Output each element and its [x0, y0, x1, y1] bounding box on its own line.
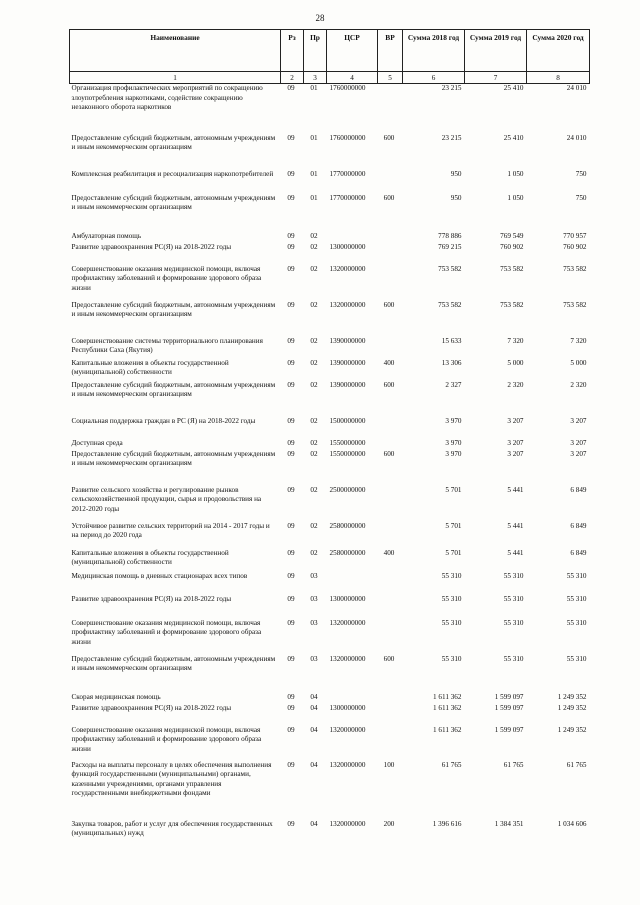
row-pr: 02 — [310, 449, 318, 458]
row-name: Предоставление субсидий бюджетным, автономным учреждениям и иным некоммерческим организациям — [71, 380, 276, 398]
row-vr — [378, 486, 403, 522]
column-index: 4 — [327, 72, 378, 84]
row-name: Капитальные вложения в объекты государственной (муниципальной) собственности — [71, 548, 229, 566]
row-sum-2018: 15 633 — [441, 336, 462, 345]
row-sum-2020: 6 849 — [570, 548, 587, 557]
row-csr: 1550000000 — [329, 449, 366, 458]
row-pr: 02 — [310, 242, 318, 251]
row-rz: 09 — [287, 193, 295, 202]
column-index: 6 — [403, 72, 465, 84]
table-body — [70, 84, 590, 842]
row-rz: 09 — [287, 84, 295, 92]
row-vr: 600 — [383, 654, 395, 663]
table-row — [70, 381, 590, 417]
table-row — [70, 726, 590, 761]
row-rz: 09 — [287, 725, 295, 734]
row-vr — [378, 595, 403, 619]
row-sum-2020: 6 849 — [570, 485, 587, 494]
row-name: Совершенствование системы территориального планирования Республики Саха (Якутия) — [71, 336, 263, 354]
row-sum-2019: 61 765 — [503, 760, 524, 769]
row-sum-2020: 7 320 — [570, 336, 587, 345]
row-sum-2019: 5 000 — [507, 358, 524, 367]
row-rz: 09 — [287, 760, 295, 769]
header-rz: Рз — [281, 30, 304, 72]
row-csr: 2500000000 — [329, 485, 366, 494]
row-sum-2019: 753 582 — [500, 300, 524, 309]
header-sum-2019: Сумма 2019 год — [465, 30, 527, 72]
header-pr: Пр — [304, 30, 327, 72]
row-vr — [378, 170, 403, 194]
row-sum-2019: 5 441 — [507, 548, 524, 557]
row-sum-2018: 5 701 — [445, 485, 462, 494]
table-row — [70, 337, 590, 359]
row-pr: 02 — [310, 231, 318, 240]
column-index: 3 — [304, 72, 327, 84]
row-rz: 09 — [287, 485, 295, 494]
row-sum-2019: 1 050 — [507, 169, 524, 178]
table-row — [70, 572, 590, 595]
row-pr: 02 — [310, 548, 318, 557]
row-sum-2020: 55 310 — [566, 618, 587, 627]
row-csr: 1320000000 — [329, 618, 366, 627]
row-sum-2018: 3 970 — [445, 449, 462, 458]
row-sum-2019: 3 207 — [507, 438, 524, 447]
row-rz: 09 — [287, 358, 295, 367]
row-pr: 02 — [310, 485, 318, 494]
page-number: 28 — [315, 13, 325, 23]
row-sum-2020: 55 310 — [566, 654, 587, 663]
row-name: Совершенствование оказания медицинской помощи, включая профилактику заболеваний и формирование здорового образа жизни — [71, 264, 262, 292]
row-rz: 09 — [287, 571, 295, 580]
header-sum-2018: Сумма 2018 год — [403, 30, 465, 72]
row-name: Предоставление субсидий бюджетным, автономным учреждениям и иным некоммерческим организациям — [71, 300, 276, 318]
row-vr: 400 — [383, 548, 395, 557]
row-sum-2020: 55 310 — [566, 571, 587, 580]
table-row — [70, 655, 590, 693]
header-csr: ЦСР — [327, 30, 378, 72]
row-pr: 01 — [310, 193, 318, 202]
table-row — [70, 301, 590, 337]
row-name: Совершенствование оказания медицинской помощи, включая профилактику заболеваний и формирование здорового образа жизни — [71, 725, 262, 753]
row-csr: 1760000000 — [329, 84, 366, 92]
table-row — [70, 619, 590, 655]
row-name: Расходы на выплаты персоналу в целях обеспечения выполнения функций государственными (муниципальными) органами, казенными учреждениями, органами управления государственными внебюджетными фондами — [71, 760, 272, 797]
table-row — [70, 232, 590, 243]
row-vr — [378, 726, 403, 761]
row-sum-2019: 5 441 — [507, 485, 524, 494]
row-pr: 04 — [310, 760, 318, 769]
row-pr: 02 — [310, 358, 318, 367]
row-sum-2019: 1 384 351 — [494, 819, 524, 828]
row-sum-2018: 5 701 — [445, 521, 462, 530]
row-csr: 1320000000 — [329, 819, 366, 828]
table-row — [70, 84, 590, 134]
row-vr — [378, 619, 403, 655]
row-sum-2018: 5 701 — [445, 548, 462, 557]
row-name: Капитальные вложения в объекты государственной (муниципальной) собственности — [71, 358, 229, 376]
row-name: Предоставление субсидий бюджетным, автономным учреждениям и иным некоммерческим организациям — [71, 449, 276, 467]
header-vr: ВР — [378, 30, 403, 72]
row-rz: 09 — [287, 380, 295, 389]
row-csr — [327, 693, 378, 704]
row-vr — [378, 704, 403, 726]
row-sum-2019: 55 310 — [503, 571, 524, 580]
table-row — [70, 439, 590, 450]
row-csr: 1320000000 — [329, 264, 366, 273]
row-sum-2018: 55 310 — [441, 618, 462, 627]
row-pr: 02 — [310, 380, 318, 389]
row-sum-2019: 55 310 — [503, 618, 524, 627]
row-vr — [378, 572, 403, 595]
row-name: Комплексная реабилитация и ресоциализация наркопотребителей — [71, 169, 274, 178]
row-name: Организация профилактических мероприятий по сокращению злоупотребления наркотиками, содействие сокращению незаконного оборота наркотиков — [71, 84, 263, 111]
row-name: Развитие здравоохранения РС(Я) на 2018-2022 годы — [71, 242, 232, 251]
row-sum-2018: 1 611 362 — [433, 692, 462, 701]
row-rz: 09 — [287, 264, 295, 273]
row-sum-2018: 3 970 — [445, 416, 462, 425]
row-name: Доступная среда — [71, 438, 123, 447]
row-sum-2020: 1 249 352 — [557, 725, 587, 734]
row-sum-2018: 769 215 — [438, 242, 462, 251]
table-row — [70, 417, 590, 439]
row-rz: 09 — [287, 521, 295, 530]
row-pr: 03 — [310, 618, 318, 627]
row-sum-2019: 1 599 097 — [494, 725, 524, 734]
column-index: 2 — [281, 72, 304, 84]
row-sum-2018: 2 327 — [445, 380, 462, 389]
row-sum-2018: 61 765 — [441, 760, 462, 769]
row-sum-2018: 753 582 — [438, 264, 462, 273]
column-index: 1 — [70, 72, 281, 84]
column-index: 8 — [527, 72, 590, 84]
row-pr: 04 — [310, 725, 318, 734]
row-vr — [378, 337, 403, 359]
row-csr: 2580000000 — [329, 548, 366, 557]
row-pr: 01 — [310, 84, 318, 92]
row-csr: 1550000000 — [329, 438, 366, 447]
row-sum-2018: 55 310 — [441, 654, 462, 663]
row-sum-2019: 7 320 — [507, 336, 524, 345]
row-sum-2018: 55 310 — [441, 594, 462, 603]
row-rz: 09 — [287, 438, 295, 447]
row-vr: 600 — [383, 193, 395, 202]
row-sum-2020: 5 000 — [570, 358, 587, 367]
row-vr — [378, 265, 403, 301]
row-sum-2020: 24 010 — [566, 133, 587, 142]
row-name: Социальная поддержка граждан в РС (Я) на 2018-2022 годы — [71, 416, 256, 425]
row-sum-2019: 2 320 — [507, 380, 524, 389]
row-pr: 03 — [310, 594, 318, 603]
row-rz: 09 — [287, 654, 295, 663]
row-pr: 01 — [310, 169, 318, 178]
row-csr: 1320000000 — [329, 300, 366, 309]
row-csr: 1770000000 — [329, 193, 366, 202]
row-vr: 400 — [383, 358, 395, 367]
row-csr: 1320000000 — [329, 654, 366, 663]
row-vr: 600 — [383, 449, 395, 458]
row-name: Устойчивое развитие сельских территорий на 2014 - 2017 годы и на период до 2020 года — [71, 521, 270, 539]
row-sum-2020: 6 849 — [570, 521, 587, 530]
header-sum-2020: Сумма 2020 год — [527, 30, 590, 72]
row-name: Амбулаторная помощь — [71, 231, 142, 240]
row-rz: 09 — [287, 416, 295, 425]
table-row — [70, 194, 590, 232]
row-sum-2020: 750 — [575, 169, 587, 178]
row-sum-2019: 3 207 — [507, 416, 524, 425]
row-vr — [378, 243, 403, 265]
row-pr: 02 — [310, 416, 318, 425]
row-sum-2019: 25 410 — [503, 133, 524, 142]
row-sum-2020: 1 249 352 — [557, 692, 587, 701]
row-vr — [378, 232, 403, 243]
row-sum-2018: 13 306 — [441, 358, 462, 367]
row-rz: 09 — [287, 449, 295, 458]
row-csr: 1300000000 — [329, 703, 366, 712]
row-rz: 09 — [287, 594, 295, 603]
row-csr: 1320000000 — [329, 760, 366, 769]
row-sum-2020: 1 249 352 — [557, 703, 587, 712]
column-index-row — [70, 72, 590, 84]
row-name: Медицинская помощь в дневных стационарах всех типов — [71, 571, 248, 580]
row-csr: 1390000000 — [329, 336, 366, 345]
row-sum-2018: 778 886 — [438, 231, 462, 240]
table-row — [70, 595, 590, 619]
table-row — [70, 265, 590, 301]
row-vr — [378, 84, 403, 134]
row-vr — [378, 693, 403, 704]
row-rz: 09 — [287, 231, 295, 240]
row-csr: 1320000000 — [329, 725, 366, 734]
column-index: 7 — [465, 72, 527, 84]
row-pr: 02 — [310, 264, 318, 273]
row-csr: 1300000000 — [329, 594, 366, 603]
row-sum-2019: 769 549 — [500, 231, 524, 240]
row-sum-2018: 3 970 — [445, 438, 462, 447]
row-pr: 01 — [310, 133, 318, 142]
row-pr: 04 — [310, 692, 318, 701]
row-sum-2018: 1 611 362 — [433, 725, 462, 734]
row-rz: 09 — [287, 133, 295, 142]
row-csr — [327, 232, 378, 243]
row-rz: 09 — [287, 703, 295, 712]
row-rz: 09 — [287, 300, 295, 309]
table-row — [70, 486, 590, 522]
row-vr: 100 — [383, 760, 395, 769]
row-rz: 09 — [287, 336, 295, 345]
row-vr: 600 — [383, 133, 395, 142]
table-row — [70, 522, 590, 549]
table-header-row — [70, 30, 590, 72]
row-name: Совершенствование оказания медицинской помощи, включая профилактику заболеваний и формирование здорового образа жизни — [71, 618, 262, 646]
row-sum-2020: 753 582 — [563, 300, 587, 309]
row-name: Предоставление субсидий бюджетным, автономным учреждениям и иным некоммерческим организациям — [71, 654, 276, 672]
row-sum-2020: 753 582 — [563, 264, 587, 273]
row-sum-2018: 753 582 — [438, 300, 462, 309]
row-vr: 600 — [383, 380, 395, 389]
table-row — [70, 704, 590, 726]
row-vr: 200 — [383, 819, 395, 828]
row-sum-2018: 1 611 362 — [433, 703, 462, 712]
row-sum-2019: 1 599 097 — [494, 703, 524, 712]
table-row — [70, 693, 590, 704]
row-name: Развитие сельского хозяйства и регулирование рынков сельскохозяйственной продукции, сырья и продовольствия на 2012-2020 годы — [71, 485, 262, 513]
row-vr: 600 — [383, 300, 395, 309]
row-pr: 02 — [310, 336, 318, 345]
row-sum-2018: 55 310 — [441, 571, 462, 580]
row-pr: 02 — [310, 521, 318, 530]
row-sum-2018: 23 215 — [441, 84, 462, 92]
row-csr: 1760000000 — [329, 133, 366, 142]
row-sum-2020: 760 902 — [563, 242, 587, 251]
row-sum-2018: 1 396 616 — [432, 819, 462, 828]
table-row — [70, 170, 590, 194]
row-pr: 02 — [310, 300, 318, 309]
row-sum-2020: 3 207 — [570, 449, 587, 458]
row-sum-2020: 61 765 — [566, 760, 587, 769]
row-rz: 09 — [287, 242, 295, 251]
row-pr: 02 — [310, 438, 318, 447]
row-csr: 1770000000 — [329, 169, 366, 178]
row-csr: 2580000000 — [329, 521, 366, 530]
row-sum-2018: 23 215 — [441, 133, 462, 142]
row-sum-2020: 55 310 — [566, 594, 587, 603]
row-sum-2020: 1 034 606 — [557, 819, 587, 828]
row-sum-2018: 950 — [450, 169, 462, 178]
row-sum-2018: 950 — [450, 193, 462, 202]
row-sum-2019: 5 441 — [507, 521, 524, 530]
row-sum-2020: 3 207 — [570, 438, 587, 447]
row-name: Предоставление субсидий бюджетным, автономным учреждениям и иным некоммерческим организациям — [71, 133, 276, 151]
row-sum-2020: 750 — [575, 193, 587, 202]
row-sum-2019: 55 310 — [503, 654, 524, 663]
table-row — [70, 359, 590, 381]
table-row — [70, 134, 590, 170]
row-pr: 04 — [310, 703, 318, 712]
row-pr: 03 — [310, 654, 318, 663]
row-vr — [378, 439, 403, 450]
row-rz: 09 — [287, 548, 295, 557]
row-vr — [378, 417, 403, 439]
row-sum-2019: 753 582 — [500, 264, 524, 273]
budget-table — [69, 29, 590, 842]
row-sum-2019: 760 902 — [500, 242, 524, 251]
row-name: Закупка товаров, работ и услуг для обеспечения государственных (муниципальных) нужд — [71, 819, 273, 837]
row-sum-2020: 3 207 — [570, 416, 587, 425]
row-sum-2019: 55 310 — [503, 594, 524, 603]
row-vr — [378, 522, 403, 549]
column-index: 5 — [378, 72, 403, 84]
row-csr: 1500000000 — [329, 416, 366, 425]
row-sum-2020: 2 320 — [570, 380, 587, 389]
row-sum-2019: 25 410 — [503, 84, 524, 92]
row-rz: 09 — [287, 169, 295, 178]
row-csr: 1390000000 — [329, 380, 366, 389]
row-sum-2019: 3 207 — [507, 449, 524, 458]
row-sum-2019: 1 050 — [507, 193, 524, 202]
row-csr — [327, 572, 378, 595]
row-rz: 09 — [287, 618, 295, 627]
row-name: Развитие здравоохранения РС(Я) на 2018-2022 годы — [71, 703, 232, 712]
row-name: Развитие здравоохранения РС(Я) на 2018-2022 годы — [71, 594, 232, 603]
row-csr: 1300000000 — [329, 242, 366, 251]
row-sum-2020: 24 010 — [566, 84, 587, 92]
row-pr: 03 — [310, 571, 318, 580]
table-row — [70, 761, 590, 820]
row-csr: 1390000000 — [329, 358, 366, 367]
header-name: Наименование — [70, 30, 281, 72]
row-name: Скорая медицинская помощь — [71, 692, 161, 701]
row-rz: 09 — [287, 819, 295, 828]
row-name: Предоставление субсидий бюджетным, автономным учреждениям и иным некоммерческим организациям — [71, 193, 276, 211]
row-sum-2020: 770 957 — [563, 231, 587, 240]
table-row — [70, 820, 590, 842]
row-pr: 04 — [310, 819, 318, 828]
table-row — [70, 243, 590, 265]
row-sum-2019: 1 599 097 — [494, 692, 524, 701]
table-row — [70, 549, 590, 572]
table-row — [70, 450, 590, 486]
row-rz: 09 — [287, 692, 295, 701]
